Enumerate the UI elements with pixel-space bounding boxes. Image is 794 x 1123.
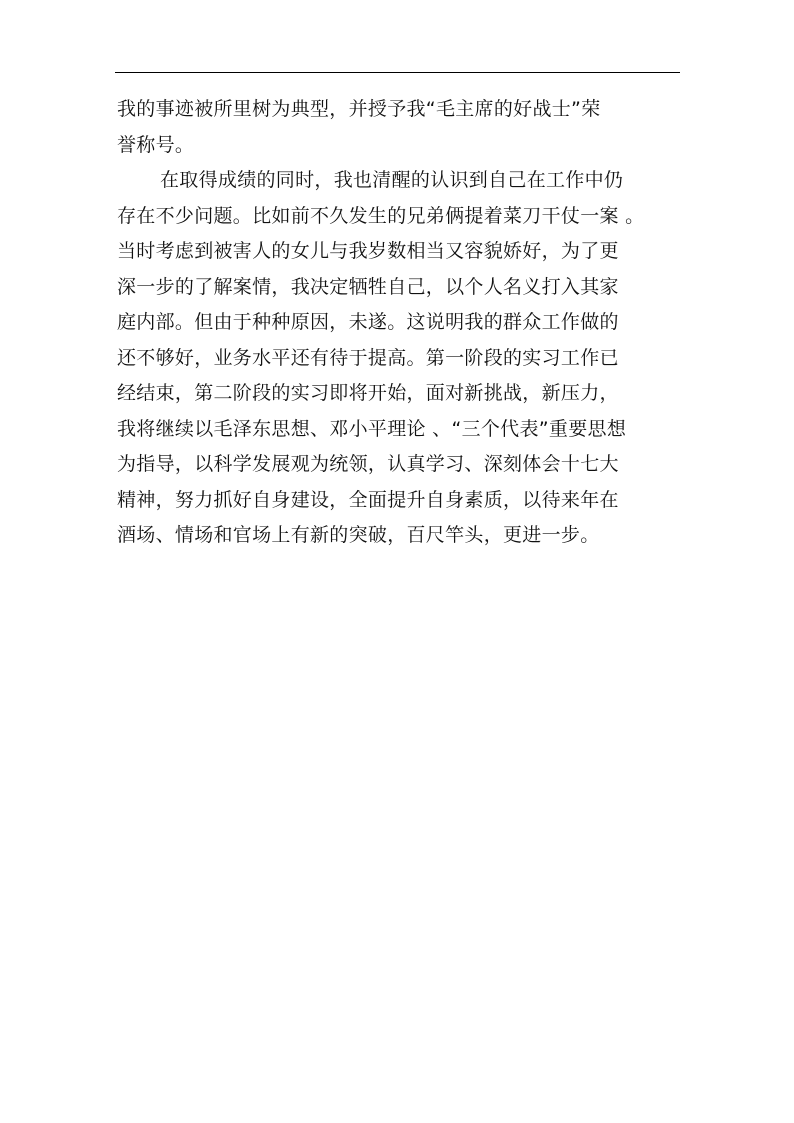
text-line: 深一步的了解案情，我决定牺牲自己，以个人名义打入其家 bbox=[117, 275, 619, 298]
text-line: 精神，努力抓好自身建设，全面提升自身素质，以待来年在 bbox=[117, 488, 619, 511]
header-rule bbox=[115, 72, 680, 73]
text-line: 当时考虑到被害人的女儿与我岁数相当又容貌娇好，为了更 bbox=[117, 240, 619, 262]
text-line: 我将继续以毛泽东思想、邓小平理论 、“三个代表”重要思想 bbox=[117, 417, 627, 440]
text-line: 还不够好，业务水平还有待于提高。第一阶段的实习工作已 bbox=[117, 346, 619, 369]
text-line: 酒场、情场和官场上有新的突破，百尺竿头，更进一步。 bbox=[117, 524, 600, 546]
paragraph-first-line: 在取得成绩的同时，我也清醒的认识到自己在工作中仍 bbox=[160, 169, 624, 191]
text-line: 庭内部。但由于种种原因，未遂。这说明我的群众工作做的 bbox=[117, 311, 619, 333]
text-line: 经结束，第二阶段的实习即将开始，面对新挑战，新压力， bbox=[117, 382, 619, 404]
body-text bbox=[117, 92, 687, 554]
text-line: 我的事迹被所里树为典型，并授予我“毛主席的好战士”荣 bbox=[117, 98, 601, 120]
text-line: 为指导，以科学发展观为统领，认真学习、深刻体会十七大 bbox=[117, 453, 619, 475]
text-line: 誉称号。 bbox=[117, 133, 195, 156]
text-line: 存在不少问题。比如前不久发生的兄弟俩提着菜刀干仗一案 。 bbox=[117, 204, 645, 227]
